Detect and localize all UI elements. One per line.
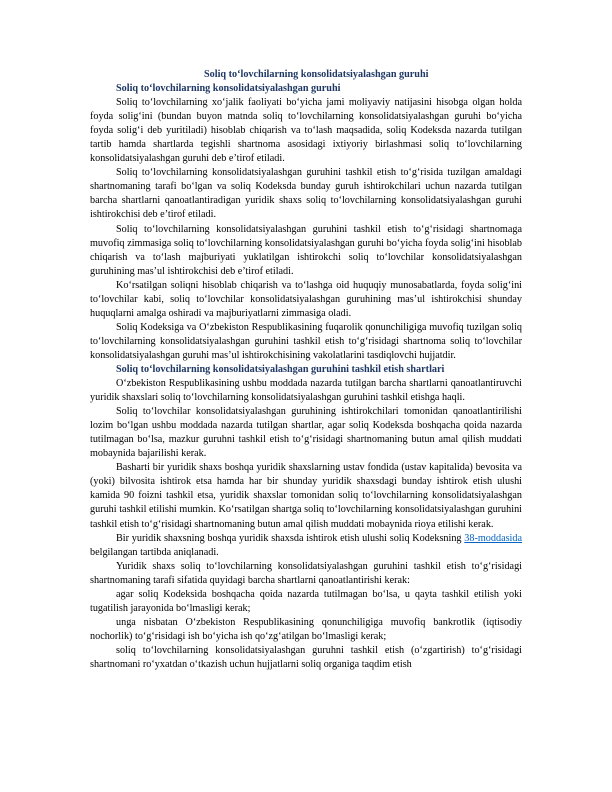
section-heading-conditions: Soliq to‘lovchilarning konsolidatsiyalashgan guruhini tashkil etish shartlari [116, 363, 445, 375]
paragraph-party-conditions: Yuridik shaxs soliq to‘lovchilarning konsolidatsiyalashgan guruhini tashkil etish to‘g‘risidagi shartnomaning tarafi sifatida quyidagi barcha shartlarni qanoatlantirishi kerak: [90, 560, 522, 586]
paragraph-text-before-link: Bir yuridik shaxsning boshqa yuridik shaxsda ishtirok etish ulushi soliq Kodeksning [116, 532, 465, 544]
article-38-link[interactable]: 38-moddasida [464, 532, 522, 544]
paragraph-conditions-duration: Soliq to‘lovchilar konsolidatsiyalashgan guruhining ishtirokchilari tomonidan qanoatlantirilishi lozim bo‘lgan ushbu moddada nazarda tutilgan shartlar, agar soliq Kodeksda boshqacha qoida nazarda tutilmagan bo‘lsa, mazkur guruhni tashkil etish to‘g‘risidagi shartnomaning butun amal qilish muddati mobaynida bajarilishi kerak. [90, 406, 522, 460]
paragraph-text-after-link: belgilangan tartibda aniqlanadi. [90, 546, 219, 558]
paragraph-contract-document: Soliq Kodeksiga va O‘zbekiston Respublikasining fuqarolik qonunchiligiga muvofiq tuzilgan soliq to‘lovchilarning konsolidatsiyalashgan guruhini tashkil etish to‘g‘risidagi shartnoma soliq to‘lovchilar konsolidatsiyalashgan guruhi mas’ul ishtirokchisining vakolatlarini tasdiqlovchi hujjatdir. [90, 321, 522, 361]
list-item-reorganization: agar soliq Kodeksida boshqacha qoida nazarda tutilmagan bo‘lsa, u qayta tashkil etilish yoki tugatilish jarayonida bo‘lmasligi kerak; [90, 588, 522, 614]
list-item-bankruptcy: unga nisbatan O‘zbekiston Respublikasining qonunchiligiga muvofiq bankrotlik (iqtisodiy nochorlik) to‘g‘risidagi ish bo‘yicha ish qo‘zg‘atilgan bo‘lmasligi kerak; [90, 616, 522, 642]
paragraph-rights-obligations: Ko‘rsatilgan soliqni hisoblab chiqarish va to‘lashga oid huquqiy munosabatlarda, foyda solig‘ini to‘lovchilar kabi, soliq to‘lovchilar konsolidatsiyalashgan guruhining mas’ul ishtirokchisi shunday huquqlarni amalga oshiradi va majburiyatlarni zimmasiga oladi. [90, 279, 522, 319]
document-title: Soliq to‘lovchilarning konsolidatsiyalashgan guruhi [204, 69, 429, 80]
document-body [90, 68, 522, 672]
paragraph-eligible-entities: O‘zbekiston Respublikasining ushbu moddada nazarda tutilgan barcha shartlarni qanoatlantiruvchi yuridik shaxslari soliq to‘lovchilarning konsolidatsiyalashgan guruhini tashkil etishga haqli. [90, 378, 522, 404]
paragraph-ownership-threshold: Basharti bir yuridik shaxs boshqa yuridik shaxslarning ustav fondida (ustav kapitalida) bevosita va (yoki) bilvosita ishtirok etsa hamda har bir shunday yuridik shaxsdagi bunday ishtirok etish ulushi kamida 90 foizni tashkil etsa, yuridik shaxslar tomonidan soliq to‘lovchilarning konsolidatsiyalashgan guruhi tashkil etilishi mumkin. Ko‘rsatilgan shartga soliq to‘lovchilarning konsolidatsiyalashgan guruhini tashkil etish to‘g‘risidagi shartnomaning butun amal qilish muddati mobaynida rioya etilishi kerak. [90, 462, 522, 530]
list-item-registration: soliq to‘lovchilarning konsolidatsiyalashgan guruhni tashkil etish (o‘zgartirish) to‘g‘risidagi shartnomani ro‘yxatdan o‘tkazish uchun hujjatlarni soliq organiga taqdim etish [90, 644, 522, 670]
paragraph-definition-participant: Soliq to‘lovchilarning konsolidatsiyalashgan guruhini tashkil etish to‘g‘risida tuzilgan amaldagi shartnomaning tarafi bo‘lgan va soliq Kodeksda bunday guruh ishtirokchilari uchun nazarda tutilgan barcha shartlarni qanoatlantiradigan yuridik shaxs soliq to‘lovchilarning konsolidatsiyalashgan guruhi ishtirokchisi deb e’tirof etiladi. [90, 167, 522, 221]
section-heading-group: Soliq to‘lovchilarning konsolidatsiyalashgan guruhi [116, 83, 341, 95]
paragraph-participation-share [90, 532, 522, 560]
paragraph-definition-group: Soliq to‘lovchilarning xo‘jalik faoliyati bo‘yicha jami moliyaviy natijasini hisobga olgan holda foyda solig‘ini (bundan buyon matnda soliq to‘lovchilarning konsolidatsiyalashgan guruhi bo‘yicha foyda solig‘i deb yuritiladi) hisoblab chiqarish va to‘lash maqsadida, soliq Kodeksda nazarda tutilgan tartib hamda shartlarda tegishli shartnoma asosidagi ixtiyoriy birlashmasi soliq to‘lovchilarning konsolidatsiyalashgan guruhi deb e’tirof etiladi. [90, 97, 522, 165]
paragraph-responsible-participant: Soliq to‘lovchilarning konsolidatsiyalashgan guruhini tashkil etish to‘g‘risidagi shartnomaga muvofiq zimmasiga soliq to‘lovchilarning konsolidatsiyalashgan guruhi bo‘yicha foyda solig‘ini hisoblab chiqarish va to‘lash majburiyati yuklatilgan ishtirokchi soliq to‘lovchilar konsolidatsiyalashgan guruhining mas’ul ishtirokchisi deb e’tirof etiladi. [90, 223, 522, 277]
